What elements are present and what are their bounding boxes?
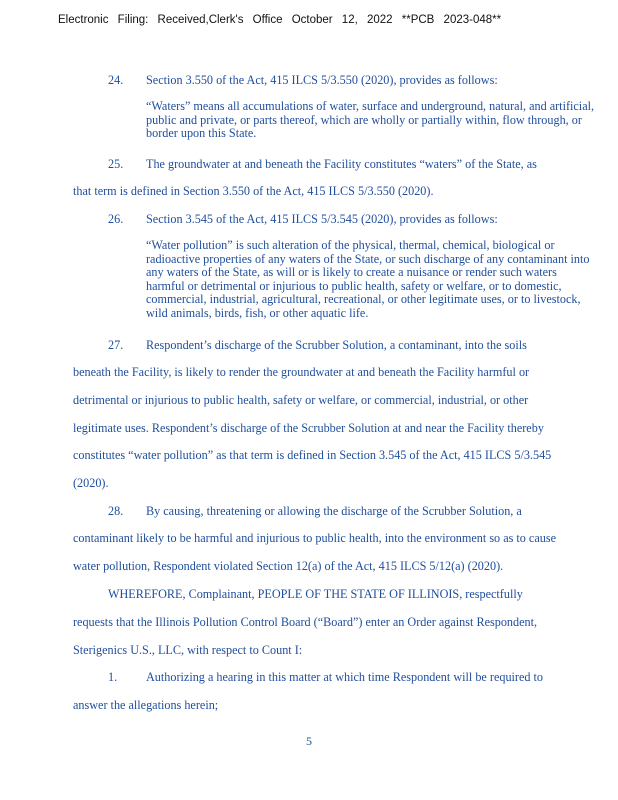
paragraph-26-quote: “Water pollution” is such alteration of the physical, thermal, chemical, biological or radioactive properties of any waters of the State, or such discharge of any contaminant into any waters of the State, as will or is likely to create a nuisance or render such waters harmful or detrimental or injurious to public health, safety or welfare, or to domestic, commercial, industrial, agricultural, recreational, or other legitimate uses, or to livestock, wild animals, birds, fish, or other aquatic life. bbox=[146, 238, 590, 320]
paragraph-28-line-3: water pollution, Respondent violated Section 12(a) of the Act, 415 ILCS 5/12(a) (2020). bbox=[73, 559, 504, 573]
paragraph-24-number: 24. bbox=[108, 73, 124, 87]
paragraph-26-number: 26. bbox=[108, 212, 124, 226]
paragraph-27-line-4: legitimate uses. Respondent’s discharge of the Scrubber Solution at and near the Facility thereby bbox=[73, 421, 544, 435]
wherefore-line-2: requests that the Illinois Pollution Control Board (“Board”) enter an Order against Respondent, bbox=[73, 615, 538, 629]
paragraph-26-text: Section 3.545 of the Act, 415 ILCS 5/3.545 (2020), provides as follows: bbox=[146, 212, 498, 226]
paragraph-28-line-1: By causing, threatening or allowing the discharge of the Scrubber Solution, a bbox=[146, 504, 522, 518]
filing-header: Electronic Filing: Received,Clerk's Office October 12, 2022 **PCB 2023-048** bbox=[58, 14, 502, 26]
paragraph-27-line-3: detrimental or injurious to public health, safety or welfare, or commercial, industrial, or other bbox=[73, 393, 529, 407]
paragraph-24-quote: “Waters” means all accumulations of water, surface and underground, natural, and artificial, public and private, or parts thereof, which are wholly or partially within, flow through, or border upon this State. bbox=[146, 99, 595, 141]
paragraph-27-line-1: Respondent’s discharge of the Scrubber Solution, a contaminant, into the soils bbox=[146, 338, 527, 352]
prayer-item-1-number: 1. bbox=[108, 670, 118, 684]
paragraph-25-line-2: that term is defined in Section 3.550 of the Act, 415 ILCS 5/3.550 (2020). bbox=[73, 184, 434, 198]
prayer-item-1-line-2: answer the allegations herein; bbox=[73, 698, 219, 712]
paragraph-24-text: Section 3.550 of the Act, 415 ILCS 5/3.550 (2020), provides as follows: bbox=[146, 73, 498, 87]
paragraph-27-line-6: (2020). bbox=[73, 476, 109, 490]
wherefore-line-3: Sterigenics U.S., LLC, with respect to Count I: bbox=[73, 643, 303, 657]
wherefore-line-1: WHEREFORE, Complainant, PEOPLE OF THE STATE OF ILLINOIS, respectfully bbox=[108, 587, 523, 601]
paragraph-27-number: 27. bbox=[108, 338, 124, 352]
paragraph-27-line-2: beneath the Facility, is likely to render the groundwater at and beneath the Facility harmful or bbox=[73, 365, 530, 379]
paragraph-25-number: 25. bbox=[108, 157, 124, 171]
page-number: 5 bbox=[306, 734, 312, 748]
paragraph-25-line-1: The groundwater at and beneath the Facility constitutes “waters” of the State, as bbox=[146, 157, 537, 171]
prayer-item-1-line-1: Authorizing a hearing in this matter at which time Respondent will be required to bbox=[146, 670, 544, 684]
paragraph-28-number: 28. bbox=[108, 504, 124, 518]
paragraph-28-line-2: contaminant likely to be harmful and injurious to public health, into the environment so as to cause bbox=[73, 531, 556, 545]
paragraph-27-line-5: constitutes “water pollution” as that term is defined in Section 3.545 of the Act, 415 ILCS 5/3.545 bbox=[73, 448, 552, 462]
